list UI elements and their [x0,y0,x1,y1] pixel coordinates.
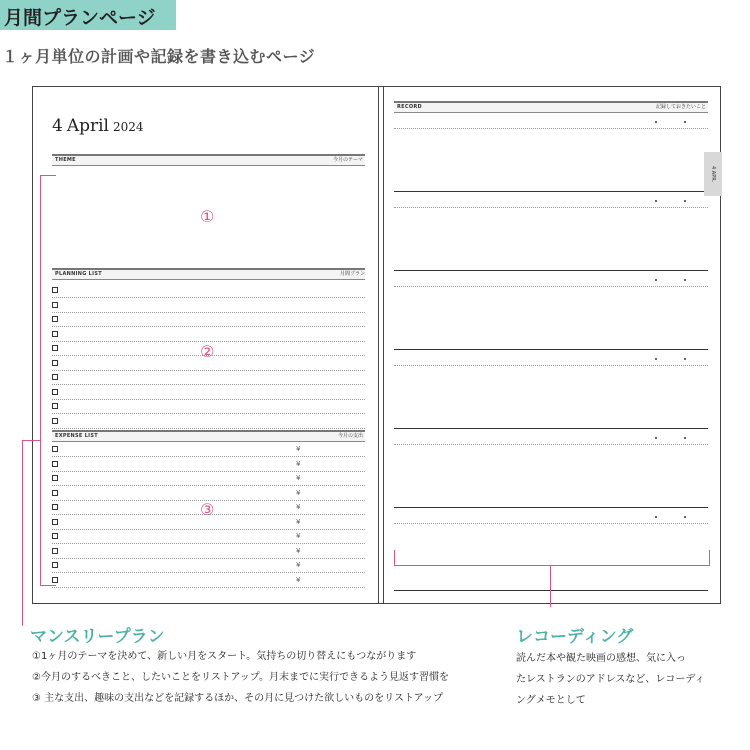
yen-icon: ¥ [296,503,301,511]
right-bracket-right [709,550,710,566]
expense-checkbox[interactable] [52,504,58,510]
expense-row [52,574,365,588]
left-bracket-line [40,175,41,585]
yen-icon: ¥ [296,445,301,453]
expense-checkbox[interactable] [52,519,58,525]
right-bracket-line [394,565,710,566]
planning-checkbox[interactable] [52,403,58,409]
planning-row [52,415,365,429]
yen-icon: ¥ [296,488,301,497]
planning-label: PLANNING LIST [55,271,102,277]
left-connector-h [22,440,40,441]
record-date-dot [655,200,657,202]
planning-checkbox[interactable] [52,287,58,293]
expense-row [52,472,365,486]
planning-checkbox[interactable] [52,345,58,351]
month-side-tab-label: 4 APR. [710,165,716,183]
record-separator [394,507,708,508]
recording-line-1: 読んだ本や観た映画の感想、気に入っ [516,653,686,664]
monthly-plan-line-2: ②今月のするべきこと、したいことをリストアップ。月末までに実行できるよう見返す習慣を [32,672,449,683]
yen-icon: ¥ [296,561,301,569]
record-separator [394,191,708,192]
record-entry-line [394,365,708,366]
expense-checkbox[interactable] [52,577,58,583]
record-label: RECORD [397,104,422,110]
expense-checkbox[interactable] [52,446,58,452]
expense-checkbox[interactable] [52,475,58,481]
yen-icon: ¥ [296,459,301,468]
record-date-dot [655,437,657,439]
record-entry-line [394,444,708,445]
month-number: 4 [52,116,63,136]
expense-row [52,545,365,559]
record-entry-line [394,286,708,287]
record-entry-line [394,207,708,208]
left-bracket-top [40,175,56,176]
planning-checkbox[interactable] [52,374,58,380]
planning-row [52,328,365,342]
expense-row [52,530,365,544]
monthly-plan-line-1: ①1ヶ月のテーマを決めて、新しい月をスタート。気持ちの切り替えにもつながります [32,651,417,662]
page-subtitle: １ヶ月単位の計画や記録を書き込むページ [2,47,316,66]
planning-row [52,371,365,385]
record-date-dot [655,516,657,518]
page-title: 月間プランページ [4,7,156,29]
monthly-plan-heading: マンスリープラン [30,627,165,647]
record-bottom-line [394,590,708,591]
theme-label-jp: 今月のテーマ [333,157,364,163]
planning-checkbox[interactable] [52,302,58,308]
record-entry-line [394,128,708,129]
month-name: April [66,116,109,136]
record-date-dot [684,516,686,518]
expense-row [52,559,365,573]
record-date-dot [684,437,686,439]
right-bracket-left [394,550,395,566]
record-date-dot [684,358,686,360]
yen-icon: ¥ [296,474,301,482]
year: 2024 [113,120,144,134]
right-connector-v [550,565,551,607]
planning-checkbox[interactable] [52,360,58,366]
planning-checkbox[interactable] [52,331,58,337]
marker-2: ② [200,342,215,361]
expense-checkbox[interactable] [52,533,58,539]
expense-checkbox[interactable] [52,548,58,554]
expense-row [52,487,365,501]
recording-heading: レコーディング [516,627,634,647]
planning-row [52,400,365,414]
expense-checkbox[interactable] [52,490,58,496]
record-date-dot [655,121,657,123]
planning-checkbox[interactable] [52,316,58,322]
marker-3: ③ [200,500,215,519]
expense-checkbox[interactable] [52,562,58,568]
left-bracket-bottom [40,585,56,586]
planning-row [52,313,365,327]
record-date-dot [684,200,686,202]
record-label-jp: 記録しておきたいこと [656,104,707,110]
left-connector-v [22,440,23,626]
marker-1: ① [200,207,215,226]
yen-icon: ¥ [296,575,301,584]
yen-icon: ¥ [296,532,301,540]
planner-spine [378,86,384,604]
record-date-dot [655,279,657,281]
yen-icon: ¥ [296,546,301,555]
month-heading [52,116,144,136]
record-entry-line [394,523,708,524]
planning-row [52,299,365,313]
expense-row [52,458,365,472]
theme-label: THEME [55,157,76,163]
planning-label-jp: 月間プラン [340,271,366,277]
planning-checkbox[interactable] [52,389,58,395]
record-date-dot [684,121,686,123]
monthly-plan-line-3: ③ 主な支出、趣味の支出などを記録するほか、その月に見つけた欲しいものをリストアップ [32,693,443,704]
recording-line-3: ングメモとして [516,695,586,706]
expense-header-bar [52,430,365,442]
planning-row [52,386,365,400]
theme-header-bar [52,154,365,166]
yen-icon: ¥ [296,517,301,526]
expense-checkbox[interactable] [52,461,58,467]
recording-line-2: たレストランのアドレスなど、レコーディ [516,674,705,685]
record-separator [394,428,708,429]
planning-row [52,284,365,298]
record-separator [394,349,708,350]
record-separator [394,270,708,271]
expense-row [52,443,365,457]
expense-label: EXPENSE LIST [55,433,98,439]
planning-checkbox[interactable] [52,418,58,424]
record-date-dot [684,279,686,281]
record-date-dot [655,358,657,360]
expense-label-jp: 今月の支出 [338,433,364,439]
